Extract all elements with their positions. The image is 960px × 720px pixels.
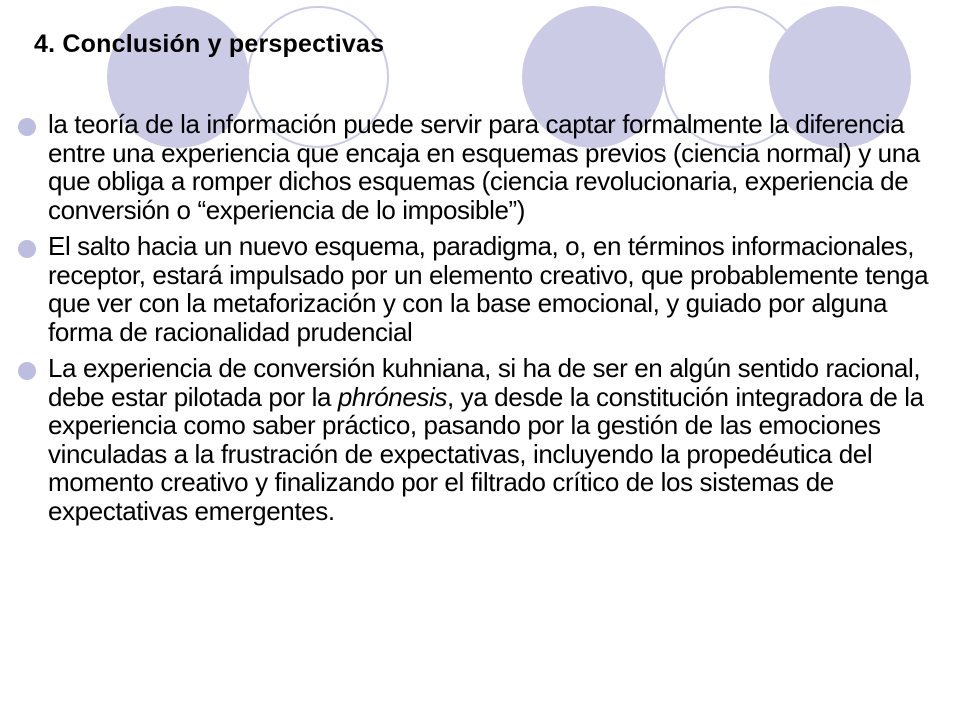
bullet-item — [18, 232, 938, 346]
bullet-text-part: , ya desde la constitución integradora de la experiencia como saber práctico, pasando por la gestión de las emociones vinculadas a la frustración de expectativas, incluyendo la propedéutica del momento creativo y finalizando por el filtrado crítico de los sistemas de expectativas emergentes. — [48, 381, 924, 526]
bullet-item — [18, 354, 938, 525]
bullet-text: la teoría de la información puede servir para captar formalmente la diferencia entre una experiencia que encaja en esquemas previos (ciencia normal) y una que obliga a romper dichos esquemas (ciencia revolucionaria, experiencia de conversión o “experiencia de lo imposible”) — [48, 109, 920, 225]
bullet-list — [18, 110, 938, 533]
bullet-dot-icon — [18, 362, 36, 380]
bullet-text — [48, 354, 938, 525]
bullet-text-part: La experiencia de conversión kuhniana, si ha de ser en algún sentido racional, debe estar pilotada por la — [48, 353, 921, 412]
bullet-item — [18, 110, 938, 224]
bullet-dot-icon — [18, 118, 36, 136]
bullet-dot-icon — [18, 240, 36, 258]
bullet-text: El salto hacia un nuevo esquema, paradigma, o, en términos informacionales, receptor, estará impulsado por un elemento creativo, que probablemente tenga que ver con la metaforización y con la base emocional, y guiado por alguna forma de racionalidad prudencial — [48, 231, 929, 347]
bullet-text-italic: phrónesis — [337, 381, 447, 412]
slide-title: 4. Conclusión y perspectivas — [34, 30, 385, 58]
